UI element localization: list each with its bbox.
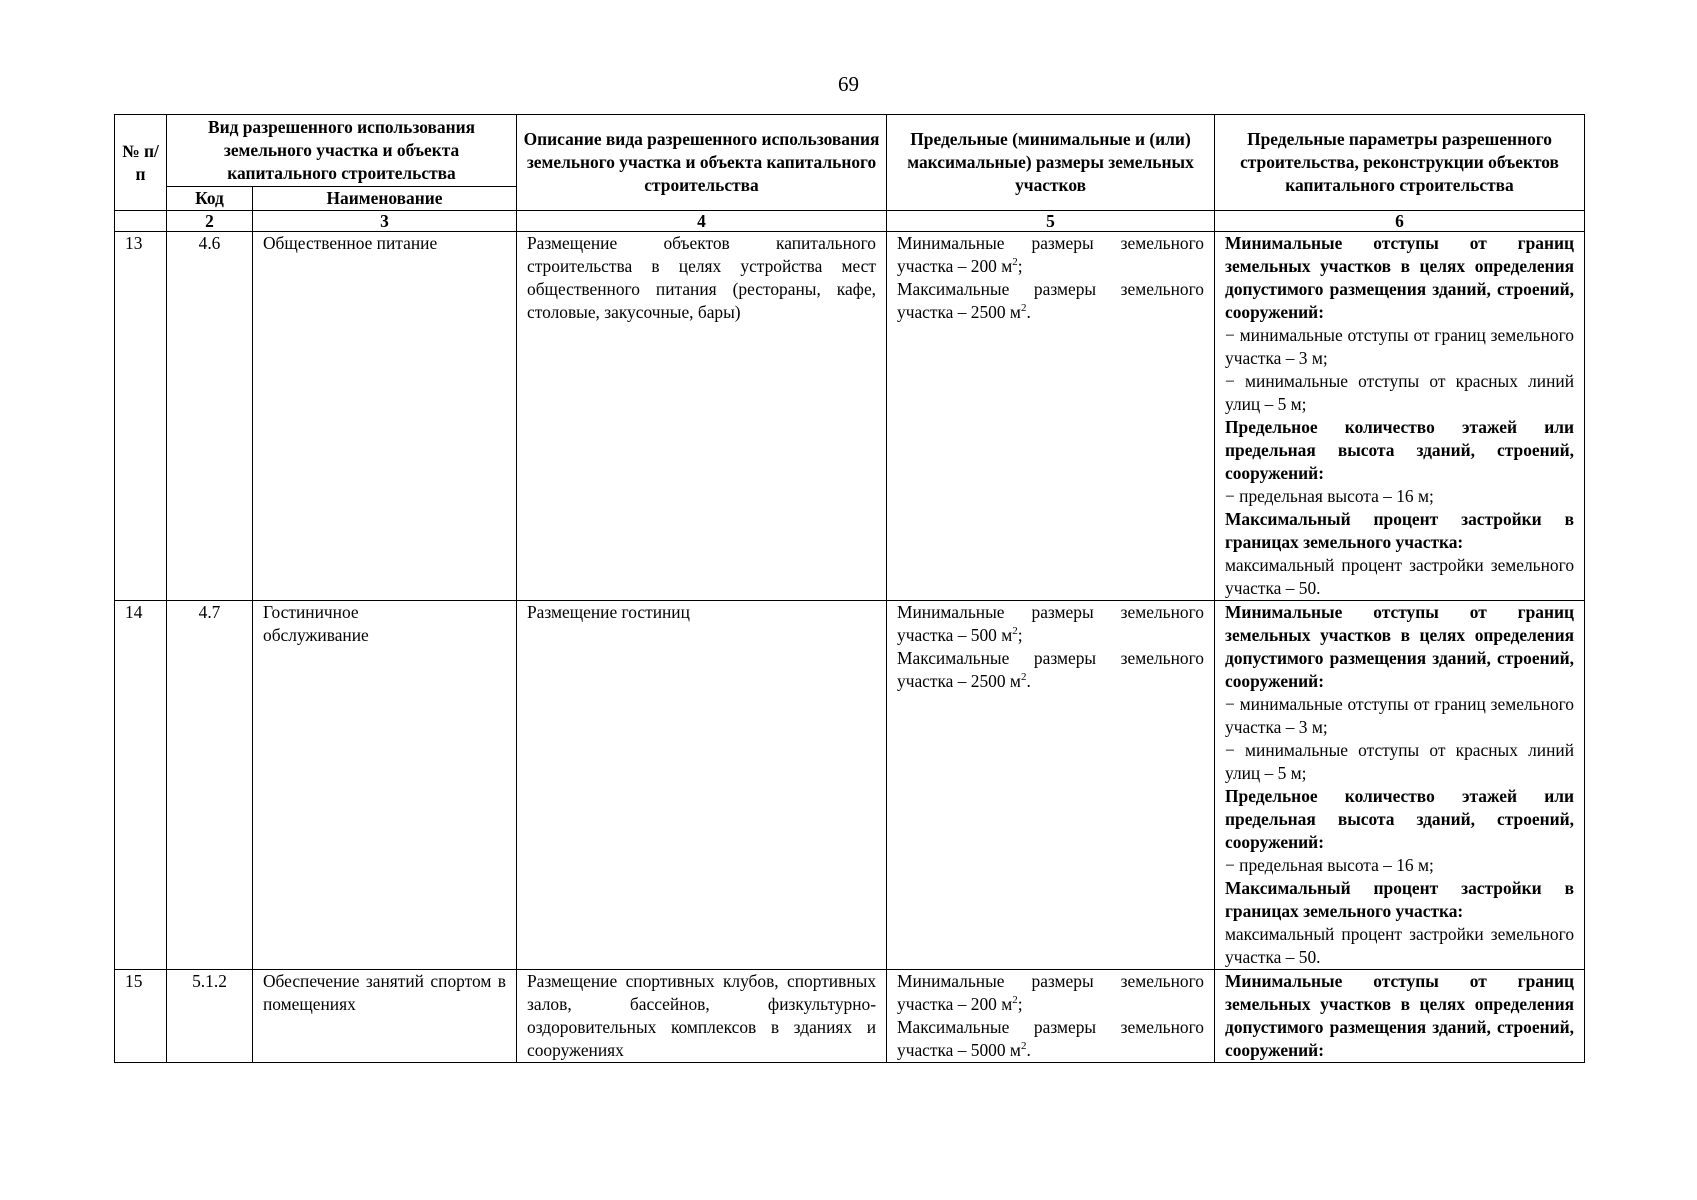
table-row xyxy=(115,970,1585,1063)
page-number: 69 xyxy=(838,72,859,96)
header-name: Наименование xyxy=(253,187,517,211)
row-name: Гостиничное обслуживание xyxy=(253,601,517,970)
height-value: − предельная высота – 16 м; xyxy=(1225,486,1434,506)
height-title: Предельное количество этажей или предельная высота зданий, строений, сооружений: xyxy=(1225,417,1575,483)
setback-boundary: − минимальные отступы от границ земельного участка – 3 м; xyxy=(1225,694,1575,737)
header-num: № п/п xyxy=(115,115,167,211)
row-number: 13 xyxy=(115,232,167,601)
coverage-value: максимальный процент застройки земельного участка – 50. xyxy=(1225,555,1575,598)
row-number: 14 xyxy=(115,601,167,970)
column-number-1 xyxy=(115,211,167,232)
column-number-5: 5 xyxy=(887,211,1215,232)
row-sizes xyxy=(887,970,1215,1063)
table-row xyxy=(115,232,1585,601)
row-code: 4.6 xyxy=(167,232,253,601)
setback-street: − минимальные отступы от красных линий улиц – 5 м; xyxy=(1225,371,1575,414)
setbacks-title: Минимальные отступы от границ земельных участков в целях определения допустимого размещения зданий, строений, сооружений: xyxy=(1225,971,1575,1060)
size-max: Максимальные размеры земельного участка – 2500 $м^2$. xyxy=(897,648,1205,691)
row-code: 4.7 xyxy=(167,601,253,970)
row-params xyxy=(1215,970,1585,1063)
column-number-row xyxy=(115,211,1585,232)
land-use-table xyxy=(114,114,1585,1063)
setback-boundary: − минимальные отступы от границ земельного участка – 3 м; xyxy=(1225,325,1575,368)
height-value: − предельная высота – 16 м; xyxy=(1225,855,1434,875)
row-params xyxy=(1215,601,1585,970)
header-sizes: Предельные (минимальные и (или) максимальные) размеры земельных участков xyxy=(887,115,1215,211)
coverage-title: Максимальный процент застройки в границах земельного участка: xyxy=(1225,878,1575,921)
header-row xyxy=(115,115,1585,187)
row-number: 15 xyxy=(115,970,167,1063)
row-description: Размещение объектов капитального строительства в целях устройства мест общественного питания (рестораны, кафе, столовые, закусочные, бары) xyxy=(517,232,887,601)
size-max: Максимальные размеры земельного участка – 5000 $м^2$. xyxy=(897,1017,1205,1060)
row-description: Размещение спортивных клубов, спортивных залов, бассейнов, физкультурно-оздоровительных комплексов в зданиях и сооружениях xyxy=(517,970,887,1063)
setback-street: − минимальные отступы от красных линий улиц – 5 м; xyxy=(1225,740,1575,783)
setbacks-title: Минимальные отступы от границ земельных участков в целях определения допустимого размещения зданий, строений, сооружений: xyxy=(1225,233,1575,322)
row-sizes xyxy=(887,601,1215,970)
row-params xyxy=(1215,232,1585,601)
size-min: Минимальные размеры земельного участка – 500 $м^2$; xyxy=(897,602,1205,645)
table-row xyxy=(115,601,1585,970)
row-sizes xyxy=(887,232,1215,601)
coverage-value: максимальный процент застройки земельного участка – 50. xyxy=(1225,924,1575,967)
row-name: Обеспечение занятий спортом в помещениях xyxy=(253,970,517,1063)
column-number-4: 4 xyxy=(517,211,887,232)
size-max: Максимальные размеры земельного участка – 2500 $м^2$. xyxy=(897,279,1205,322)
row-name: Общественное питание xyxy=(253,232,517,601)
header-type-group: Вид разрешенного использования земельного участка и объекта капитального строительства xyxy=(167,115,517,187)
row-code: 5.1.2 xyxy=(167,970,253,1063)
header-code: Код xyxy=(167,187,253,211)
column-number-6: 6 xyxy=(1215,211,1585,232)
header-description: Описание вида разрешенного использования земельного участка и объекта капитального строительства xyxy=(517,115,887,211)
column-number-3: 3 xyxy=(253,211,517,232)
column-number-2: 2 xyxy=(167,211,253,232)
row-description: Размещение гостиниц xyxy=(517,601,887,970)
header-params: Предельные параметры разрешенного строительства, реконструкции объектов капитального строительства xyxy=(1215,115,1585,211)
size-min: Минимальные размеры земельного участка – 200 $м^2$; xyxy=(897,233,1205,276)
height-title: Предельное количество этажей или предельная высота зданий, строений, сооружений: xyxy=(1225,786,1575,852)
setbacks-title: Минимальные отступы от границ земельных участков в целях определения допустимого размещения зданий, строений, сооружений: xyxy=(1225,602,1575,691)
coverage-title: Максимальный процент застройки в границах земельного участка: xyxy=(1225,509,1575,552)
size-min: Минимальные размеры земельного участка – 200 $м^2$; xyxy=(897,971,1205,1014)
